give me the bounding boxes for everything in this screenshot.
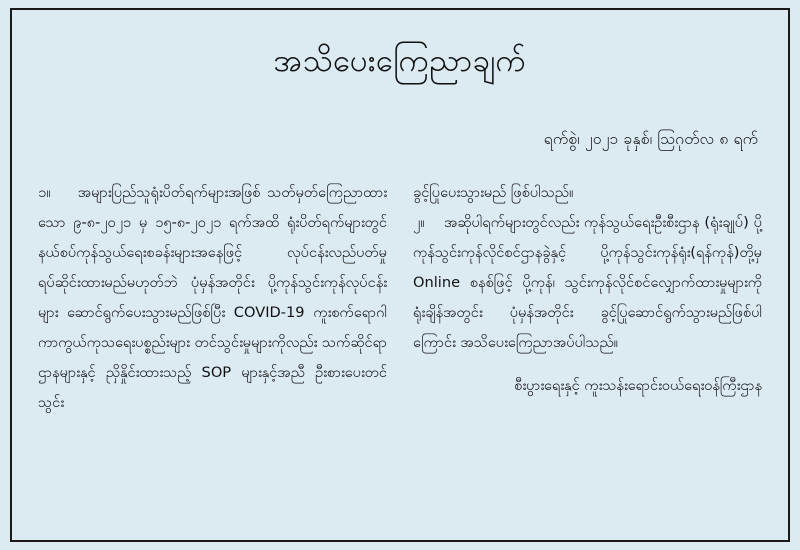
page-title: အသိပေးကြေညာချက် (273, 43, 527, 79)
announcement-sheet (10, 8, 790, 542)
paragraph-1-continuation: ခွင့်ပြုပေးသွားမည် ဖြစ်ပါသည်။ (413, 183, 574, 201)
right-column (413, 178, 767, 419)
signature-ministry: စီးပွားရေးနှင့် ကူးသန်းရောင်းဝယ်ရေးဝန်ကြီးဌာန (514, 377, 762, 395)
paragraph-1: ၁။ အများပြည်သူရုံးပိတ်ရက်များအဖြစ် သတ်မှတ်ကြေညာထားသော ၉-၈-၂၀၂၁ မှ ၁၅-၈-၂၀၂၁ ရက်အထိ ရုံးပိတ်ရက်များတွင် နယ်စပ်ကုန်သွယ်ရေးစခန်းများအနေဖြင့် လုပ်ငန်းလည်ပတ်မှု ရပ်ဆိုင်းထားမည်မဟုတ်ဘဲ ပုံမှန်အတိုင်း ပို့ကုန်သွင်းကုန်လုပ်ငန်းများ ဆောင်ရွက်ပေးသွားမည်ဖြစ်ပြီး COVID-19 ကူးစက်ရောဂါ ကာကွယ်ကုသရေးပစ္စည်းများ တင်သွင်းမှုများကိုလည်း သက်ဆိုင်ရာ ဌာနများနှင့် ညှိနှိုင်းထားသည့် SOP များနှင့်အညီ ဦးစားပေးတင်သွင်း (38, 183, 392, 412)
paragraph-2: ၂။ အဆိုပါရက်များတွင်လည်း ကုန်သွယ်ရေးဦးစီးဌာန (ရုံးချုပ်) ပို့ကုန်သွင်းကုန်လိုင်စင်ဌာနခွဲနှင့် ပို့ကုန်သွင်းကုန်ရုံး(ရန်ကုန်)တို့မှ Online စနစ်ဖြင့် ပို့ကုန်၊ သွင်းကုန်လိုင်စင်လျှောက်ထားမှုများကို ရုံးချိန်အတွင်း ပုံမှန်အတိုင်း ခွင့်ပြုဆောင်ရွက်သွားမည်ဖြစ်ပါကြောင်း အသိပေးကြေညာအပ်ပါသည်။ (413, 213, 767, 352)
body-columns (38, 178, 767, 419)
left-column (38, 178, 392, 419)
date-line: ရက်စွဲ၊ ၂၀၂၁ ခုနှစ်၊ သြဂုတ်လ ၈ ရက် (543, 129, 758, 148)
